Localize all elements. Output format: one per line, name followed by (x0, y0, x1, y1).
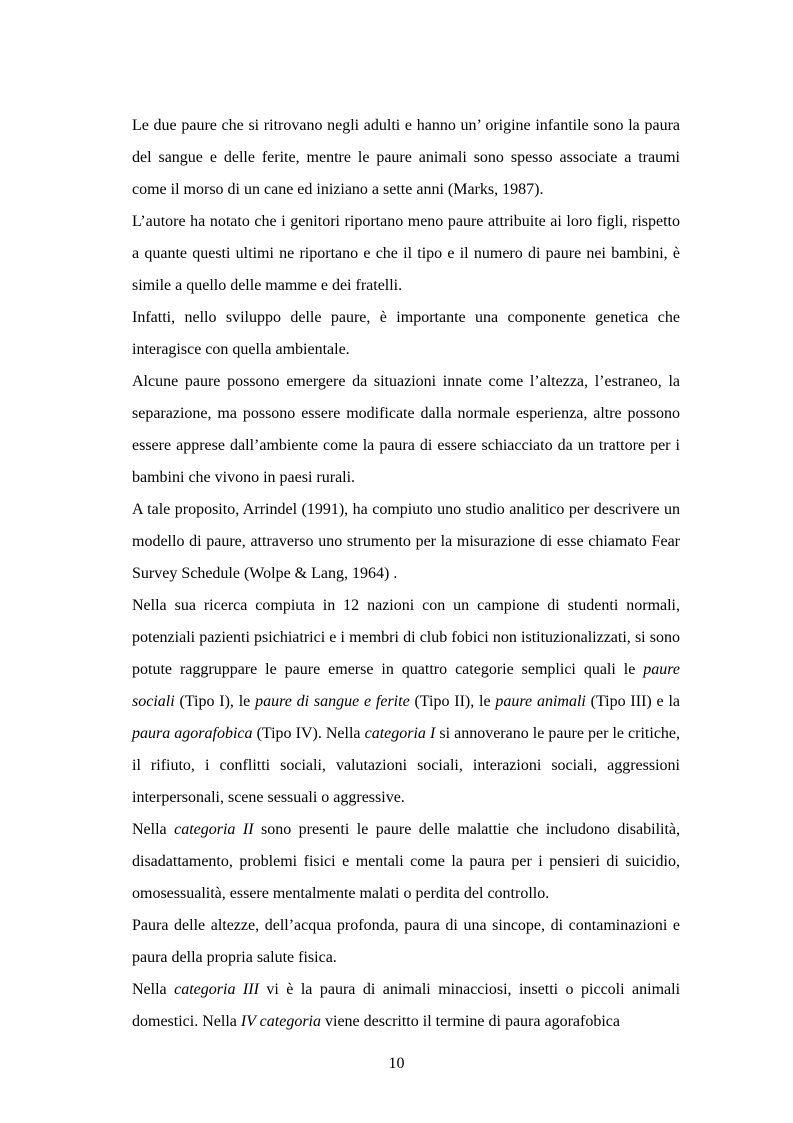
page-number: 10 (388, 1055, 405, 1072)
paragraph (132, 366, 680, 494)
text-run: sono presenti le paure delle malattie che includono disabilità, disadattamento, problemi fisici e mentali come la paura per i pensieri di suicidio, omosessualità, essere mentalmente malati o perdita del controllo. (132, 821, 681, 902)
paragraph (132, 974, 680, 1038)
italic-term: paure sociali (132, 661, 680, 710)
paragraph (132, 206, 680, 302)
text-run: (Tipo I), le (174, 693, 256, 710)
italic-term: paure di sangue e ferite (255, 693, 410, 710)
paragraph (132, 110, 680, 206)
text-run: Nella sua ricerca compiuta in 12 nazioni con un campione di studenti normali, potenziali pazienti psichiatrici e i membri di club fobici non istituzionalizzati, si sono potute raggruppare le paure emerse in quattro categorie semplici quali le (132, 597, 680, 678)
italic-term: paura agorafobica (132, 725, 253, 742)
text-run: Nella (132, 821, 175, 838)
text-run: (Tipo II), le (409, 693, 496, 710)
italic-term: IV categoria (240, 1013, 321, 1030)
italic-term: categoria I (364, 725, 436, 742)
italic-term: paure animali (495, 693, 586, 710)
italic-term: categoria II (174, 821, 254, 838)
text-run: Alcune paure possono emergere da situazioni innate come l’altezza, l’estraneo, la separazione, ma possono essere modificate dalla normale esperienza, altre possono essere apprese dall’ambiente come la paura di essere schiacciato da un trattore per i bambini che vivono in paesi rurali. (132, 373, 680, 486)
text-run: vi è la paura di animali minacciosi, insetti o piccoli animali domestici. Nella (132, 981, 681, 1030)
text-run: Nella (132, 981, 175, 998)
paragraph (132, 910, 680, 974)
italic-term: categoria III (174, 981, 259, 998)
text-run: Paura delle altezze, dell’acqua profonda, paura di una sincope, di contaminazioni e paura della propria salute fisica. (132, 917, 680, 966)
paragraph (132, 814, 680, 910)
text-run: Infatti, nello sviluppo delle paure, è importante una componente genetica che interagisce con quella ambientale. (132, 309, 680, 358)
text-run: (Tipo IV). Nella (252, 725, 365, 742)
body-text (132, 110, 680, 1038)
text-run: viene descritto il termine di paura agorafobica (321, 1013, 620, 1030)
paragraph (132, 590, 680, 814)
text-run: Le due paure che si ritrovano negli adulti e hanno un’ origine infantile sono la paura del sangue e delle ferite, mentre le paure animali sono spesso associate a traumi come il morso di un cane ed iniziano a sette anni (Marks, 1987). (132, 117, 680, 198)
paragraph (132, 302, 680, 366)
text-run: si annoverano le paure per le critiche, il rifiuto, i conflitti sociali, valutazioni sociali, interazioni sociali, aggressioni interpersonali, scene sessuali o aggressive. (132, 725, 681, 806)
text-run: A tale proposito, Arrindel (1991), ha compiuto uno studio analitico per descrivere un modello di paure, attraverso uno strumento per la misurazione di esse chiamato Fear Survey Schedule (Wolpe & Lang, 1964) . (132, 501, 680, 582)
text-run: L’autore ha notato che i genitori riportano meno paure attribuite ai loro figli, rispetto a quante questi ultimi ne riportano e che il tipo e il numero di paure nei bambini, è simile a quello delle mamme e dei fratelli. (132, 213, 680, 294)
text-run: (Tipo III) e la (585, 693, 681, 710)
paragraph (132, 494, 680, 590)
